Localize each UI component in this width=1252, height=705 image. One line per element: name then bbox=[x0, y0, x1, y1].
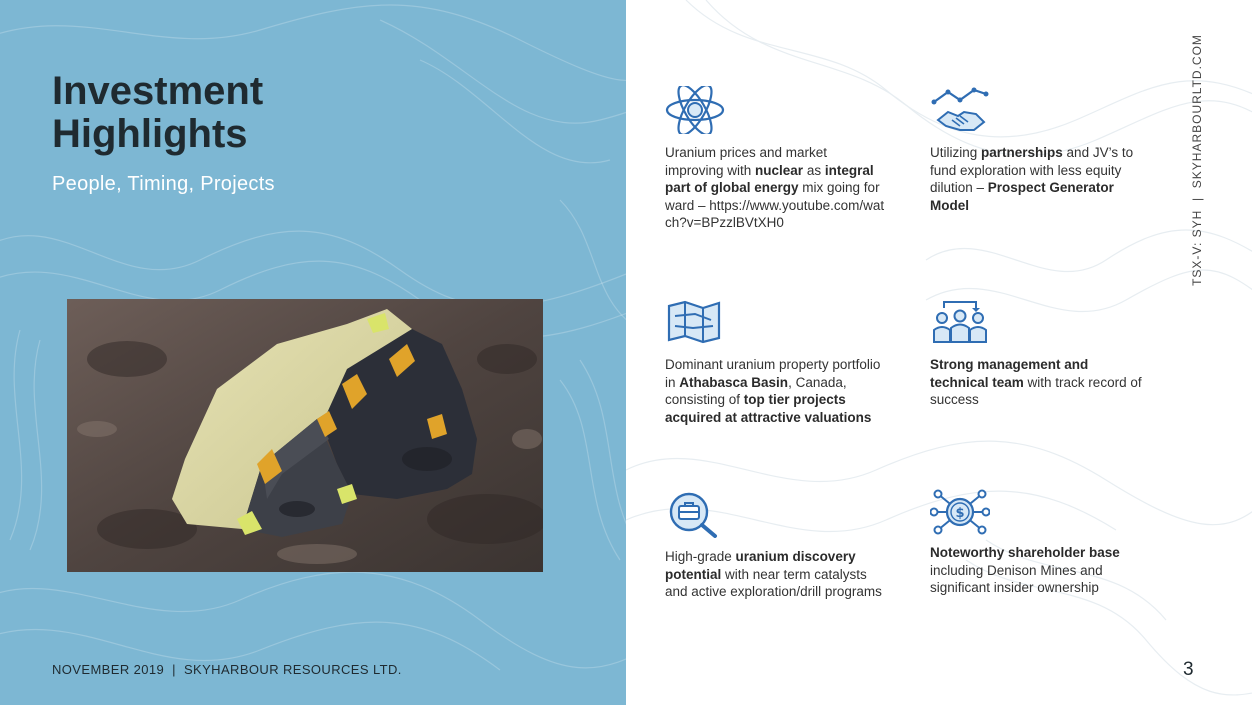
highlight-text: Strong management and technical team with track record of success bbox=[930, 357, 1142, 407]
footer: NOVEMBER 2019 | SKYHARBOUR RESOURCES LTD. bbox=[52, 662, 402, 677]
highlight-portfolio bbox=[665, 298, 885, 426]
magnifier-briefcase-icon bbox=[665, 490, 725, 538]
highlight-text: High-grade uranium discovery potential with near term catalysts and active exploration/drill programs bbox=[665, 549, 882, 599]
page-number: 3 bbox=[1183, 659, 1194, 680]
subtitle: People, Timing, Projects bbox=[52, 173, 275, 195]
dollar-network-icon bbox=[930, 486, 990, 538]
title-line-2: Highlights bbox=[52, 112, 248, 156]
highlight-management bbox=[930, 298, 1150, 409]
highlight-text: Utilizing partnerships and JV’s to fund exploration with less equity dilution – Prospect Generator Model bbox=[930, 145, 1134, 213]
highlight-shareholders bbox=[930, 486, 1150, 597]
team-icon bbox=[930, 298, 990, 346]
svg-text:$: $ bbox=[955, 506, 965, 521]
uranium-ore-photo bbox=[67, 299, 543, 572]
vertical-side-label: TSX-V: SYH | SKYHARBOURLTD.COM bbox=[1190, 34, 1204, 286]
highlight-text: Dominant uranium property portfolio in Athabasca Basin, Canada, consisting of top tier projects acquired at attractive valuations bbox=[665, 357, 881, 425]
page-title bbox=[52, 70, 263, 156]
atom-icon bbox=[665, 86, 725, 134]
highlight-partnerships bbox=[930, 86, 1150, 214]
highlight-discovery bbox=[665, 490, 885, 601]
highlight-text: Noteworthy shareholder base including Denison Mines and significant insider ownership bbox=[930, 545, 1120, 595]
highlight-text: Uranium prices and market improving with nuclear as integral part of global energy mix going forward – https://www.youtube.com/watch?v=BPzzlBVtXH0 bbox=[665, 145, 885, 230]
title-line-1: Investment bbox=[52, 69, 264, 113]
highlight-nuclear bbox=[665, 86, 885, 232]
map-icon bbox=[665, 298, 725, 346]
handshake-chart-icon bbox=[930, 86, 990, 134]
